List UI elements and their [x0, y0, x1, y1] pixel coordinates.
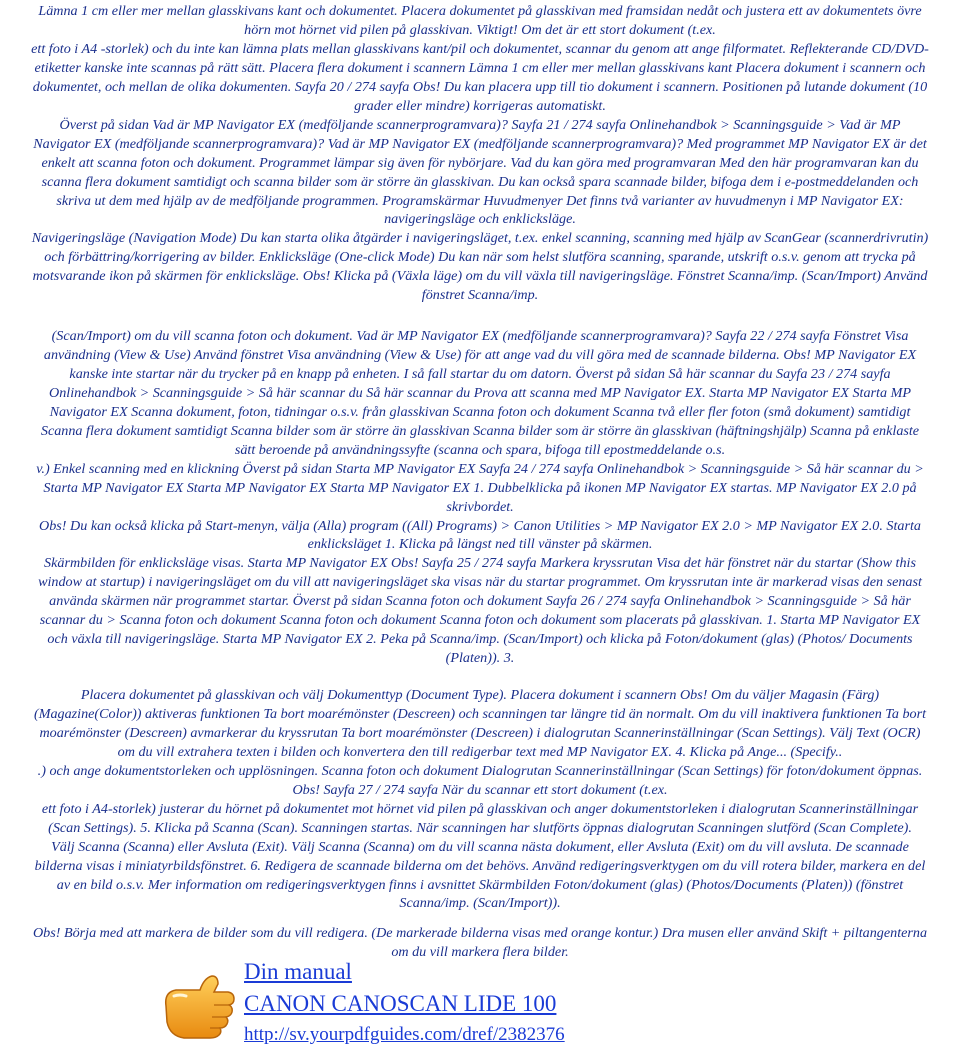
text-line: Lämna 1 cm eller mer mellan glasskivans kant och dokumentet. Placera dokumentet på glasskivan med framsidan nedåt och justera ett av dokumentets övre: [38, 3, 922, 19]
text-line: om du vill extrahera texten i bilden och konvertera den till redigerbar text med MP Navigator EX. 4. Klicka på Ange... (Specify..: [117, 743, 843, 760]
text-line: Scanna flera dokument samtidigt Scanna bilder som är större än glasskivan Scanna bilder som är större än glasskivan (häftningshjälp) Scanna på enklaste: [40, 422, 920, 439]
text-line: Navigator EX Scanna dokument, foton, tidningar o.s.v. från glasskivan Scanna foton och dokument Scanna två eller fler foton (små dokument) samtidigt: [49, 403, 911, 420]
product-name-link[interactable]: CANON CANOSCAN LIDE 100: [244, 991, 557, 1016]
text-line: (Scan Settings). 5. Klicka på Scanna (Scan). Scanningen startas. När scanningen har slutförts öppnas dialogrutan Scanningen slutförd (Scan Complete).: [48, 819, 912, 836]
text-line: enkelt att scanna foton och dokument. Programmet lämpar sig även för nybörjare. Vad du kan göra med programvaran Med den här programvaran kan du: [41, 154, 919, 171]
text-line: om du vill markera flera bilder.: [391, 943, 569, 960]
text-line: enklicksläget 1. Klicka på längst ned till vänster på skärmen.: [307, 536, 653, 553]
text-line: Onlinehandbok > Scanningsguide > Så här scannar du Så här scannar du Prova att scanna med MP Navigator EX. Starta MP Navigator EX Starta MP: [49, 384, 911, 401]
text-line: och förbättring/korrigering av bilder. Enklicksläge (One-click Mode) Du kan när som helst slutföra scanning, sparande, utskrift o.s.v. genom att trycka på: [44, 249, 916, 266]
manual-title-link[interactable]: Din manual: [244, 959, 352, 984]
text-line: (Scan/Import) om du vill scanna foton och dokument. Vad är MP Navigator EX (medföljande scannerprogramvara)? Sayfa 22 / 274 sayfa Fönstret Visa: [51, 328, 909, 344]
text-line: Navigator EX (medföljande scannerprogramvara)? Vad är MP Navigator EX (medföljande scannerprogramvara)? Med programmet MP Navigator EX är det: [33, 135, 927, 152]
text-line: Scanna/imp. (Scan/Import)).: [399, 895, 561, 912]
text-line: moarémönster (Descreen) avmarkerar du kryssrutan Ta bort moarémönster (Descreen) i dialogrutan Scannerinställningar (Scan Settings). Välj Text (OCR): [39, 724, 921, 741]
text-line: och växla till navigeringsläge. Starta MP Navigator EX 2. Peka på Scanna/imp. (Scan/Import) och klicka på Foton/dokument (glas) (Photos/ Documents: [47, 631, 913, 648]
text-line: Välj Scanna (Scanna) eller Avsluta (Exit). Välj Scanna (Scanna) om du vill scanna nästa dokument, eller Avsluta (Exit) om du vill avsluta. De scannade: [51, 838, 909, 855]
text-line: motsvarande ikon på skärmen för enklicksläge. Obs! Klicka på (Växla läge) om du vill växla till navigeringsläge. Fönstret Scanna/imp. (Scan/Import) Använd: [32, 268, 928, 285]
text-line: kanske inte startar när du trycker på en knapp på enheten. I så fall startar du om datorn. Överst på sidan Så här scannar du Sayfa 23 / 274 sayfa: [69, 365, 891, 382]
text-line: använda skärmen när programmet startar. Överst på sidan Scanna foton och dokument Sayfa 26 / 274 sayfa Onlinehandbok > Scanningsguide > Så här: [49, 593, 911, 610]
manual-ad[interactable]: [156, 956, 596, 1048]
text-line: (Magazine(Color)) aktiveras funktionen Ta bort moarémönster (Descreen) och scanningen tar längre tid än normalt. Om du vill inaktivera funktionen Ta bort: [34, 705, 926, 722]
text-line: hörn mot hörnet vid pilen på glasskivan. Viktigt! Om det är ett stort dokument (t.ex.: [244, 21, 716, 38]
pointing-hand-icon: [160, 962, 236, 1040]
text-line: skriva ut dem med hjälp av de medföljande programmen. Programskärmar Huvudmenyer Det finns två varianter av huvudmenyn i MP Navigator EX:: [56, 192, 904, 209]
text-line: ett foto i A4 -storlek) och du inte kan lämna plats mellan glasskivans kant/pil och dokumentet, scannar du genom att ange filformatet. Reflekterande CD/DVD-: [31, 40, 929, 57]
text-block-1: [0, 2, 960, 305]
text-line: (Platen)). 3.: [445, 650, 515, 667]
text-line: grader eller mindre) korrigeras automatiskt.: [354, 97, 606, 114]
text-line: Placera dokumentet på glasskivan och välj Dokumenttyp (Document Type). Placera dokument i scannern Obs! Om du väljer Magasin (Färg): [80, 687, 880, 703]
text-line: användning (View & Use) Använd fönstret Visa användning (View & Use) för att ange vad du vill göra med de scannade bilderna. Obs! MP Navigator EX: [43, 346, 917, 363]
text-line: Starta MP Navigator EX Starta MP Navigator EX Starta MP Navigator EX 1. Dubbelklicka på ikonen MP Navigator EX startas. MP Navigator EX 2.0 på: [43, 479, 917, 496]
text-line: Obs! Du kan också klicka på Start-menyn, välja (Alla) program ((All) Programs) > Canon Utilities > MP Navigator EX 2.0 > MP Navigator EX 2.0. Starta: [39, 517, 921, 534]
text-line: sätt beroende på användningssyfte (scanna och spara, bifoga till epostmeddelande o.s.: [234, 441, 726, 458]
text-line: ett foto i A4-storlek) justerar du hörnet på dokumentet mot hörnet vid pilen på glasskivan och anger dokumentstorleken i dialogrutan Scannerinställningar: [41, 800, 919, 817]
text-line: bilderna visas i miniatyrbildsfönstret. 6. Redigera de scannade bilderna om det behövs. Använd redigeringsverktygen om du vill rotera bilder, markera en del: [34, 857, 926, 874]
text-line: navigeringsläge och enklicksläge.: [384, 211, 576, 228]
text-block-3: [0, 686, 960, 913]
text-block-2: [0, 327, 960, 668]
text-line: window at startup) i navigeringsläget om du vill att navigeringsläget ska visas när du startar programmet. Om kryssrutan inte är markerad visas den senast: [38, 574, 922, 591]
text-line: Obs! Sayfa 27 / 274 sayfa När du scannar ett stort dokument (t.ex.: [292, 781, 668, 798]
text-line: Skärmbilden för enklicksläge visas. Starta MP Navigator EX Obs! Sayfa 25 / 274 sayfa Markera kryssrutan Visa det här fönstret när du startar (Show this: [44, 555, 916, 572]
text-line: Överst på sidan Vad är MP Navigator EX (medföljande scannerprogramvara)? Sayfa 21 / 274 sayfa Onlinehandbok > Scanningsguide > Vad är MP: [59, 116, 901, 133]
manual-url-link[interactable]: http://sv.yourpdfguides.com/dref/2382376: [244, 1024, 565, 1045]
text-line: skrivbordet.: [446, 498, 514, 515]
text-line: scanna flera dokument samtidigt och scanna bilder som är större än glasskivan. Du kan också spara scannade bilder, bifoga dem i e-postmeddelanden och: [41, 173, 919, 190]
text-line: Navigeringsläge (Navigation Mode) Du kan starta olika åtgärder i navigeringsläget, t.ex. enkel scanning, scanning med hjälp av ScanGear (scannerdrivrutin): [31, 230, 929, 247]
text-line: fönstret Scanna/imp.: [421, 287, 539, 304]
text-line: av en bild o.s.v. Mer information om redigeringsverktygen finns i avsnittet Skärmbilden Foton/dokument (glas) (Photos/Documents (Platen)) (fönstret: [56, 876, 904, 893]
text-line: etiketter kanske inte scannas på rätt sätt. Placera flera dokument i scannern Lämna 1 cm eller mer mellan glasskivans kant Placera dokument i scannern och: [34, 59, 926, 76]
text-line: Obs! Börja med att markera de bilder som du vill redigera. (De markerade bilderna visas med orange kontur.) Dra musen eller använd Skift + piltangenterna: [32, 925, 928, 941]
text-line: .) och ange dokumentstorleken och upplösningen. Scanna foton och dokument Dialogrutan Scannerinställningar (Scan Settings) för foton/dokument öppnas.: [37, 762, 923, 779]
text-line: scannar du > Scanna foton och dokument Scanna foton och dokument Scanna foton och dokument som placerats på glasskivan. 1. Starta MP Navigator EX: [39, 612, 921, 629]
text-line: dokumentet, och mellan de olika dokumenten. Sayfa 20 / 274 sayfa Obs! Du kan placera upp till tio dokument i scannern. Positionen på lutande dokument (10: [32, 78, 928, 95]
text-line: v.) Enkel scanning med en klickning Överst på sidan Starta MP Navigator EX Sayfa 24 / 274 sayfa Onlinehandbok > Scanningsguide > Så här scannar du >: [36, 460, 924, 477]
